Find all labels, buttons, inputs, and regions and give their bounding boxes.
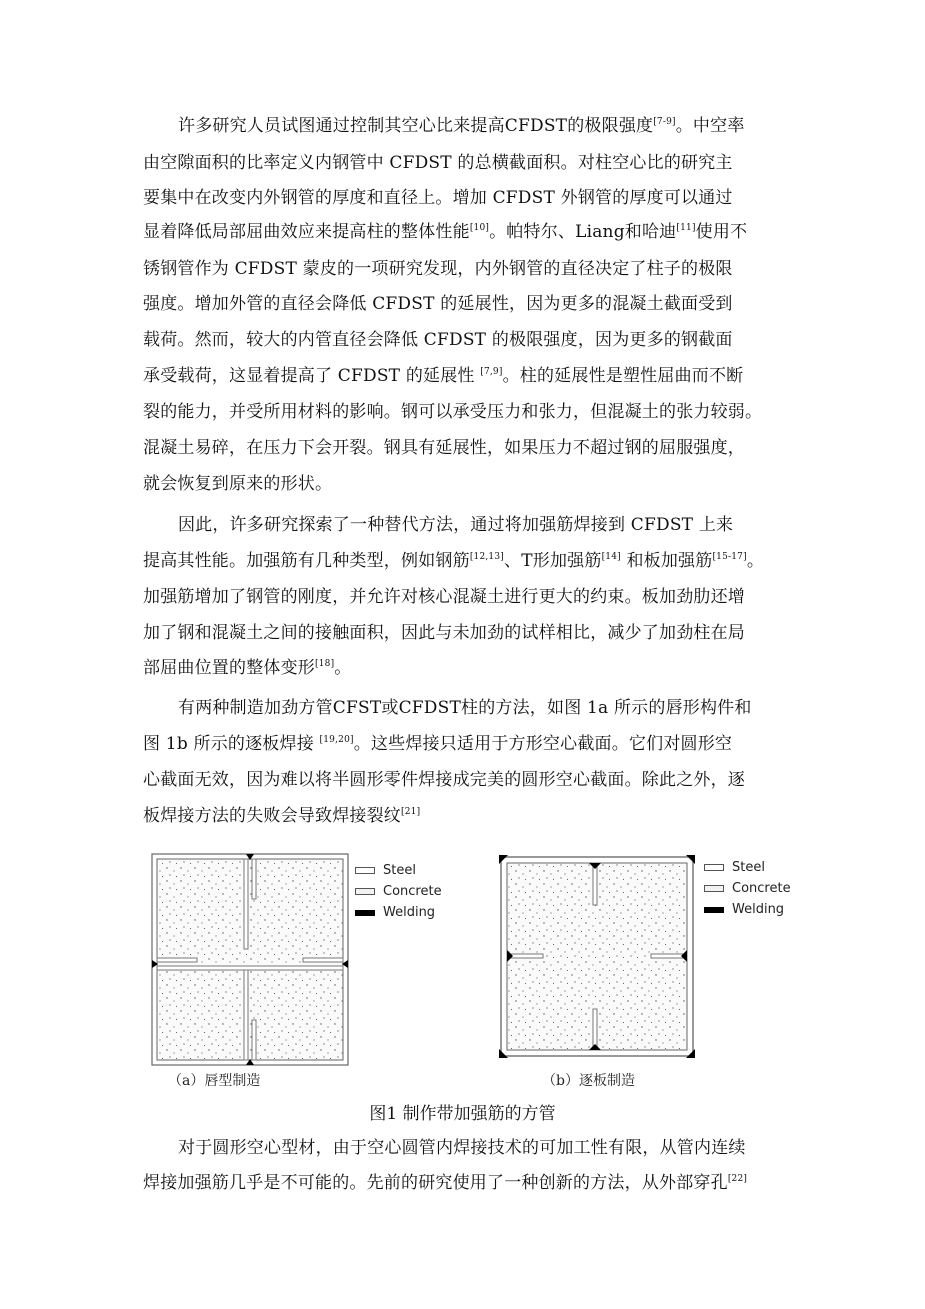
figure-1b-diagram bbox=[499, 855, 695, 1058]
citation[interactable]: [7,9] bbox=[480, 367, 503, 377]
p4-line-1: 对于圆形空心型材，由于空心圆管内焊接技术的可加工性有限，从管内连续 bbox=[178, 1138, 746, 1158]
citation[interactable]: [18] bbox=[315, 659, 335, 669]
citation[interactable]: [12,13] bbox=[469, 552, 505, 562]
p3-line-1: 有两种制造加劲方管CFST或CFDST柱的方法，如图 1a 所示的唇形构件和 bbox=[178, 698, 752, 718]
p2-line-2: 提高其性能。加强筋有几种类型，例如钢筋[12,13]、T形加强筋[14] 和板加强筋[15-17]。 bbox=[143, 551, 765, 571]
steel-swatch-icon bbox=[704, 864, 724, 871]
p1-line-1: 许多研究人员试图通过控制其空心比来提高CFDST的极限强度[7-9]。中空率 bbox=[178, 116, 745, 136]
citation[interactable]: [7-9] bbox=[653, 117, 676, 127]
p2-line-3: 加强筋增加了钢管的刚度，并允许对核心混凝土进行更大的约束。板加劲肋还增 bbox=[143, 587, 745, 607]
concrete-swatch-icon bbox=[704, 885, 724, 892]
figure-1a-caption: （a）唇型制造 bbox=[168, 1073, 261, 1089]
p1-line-3: 要集中在改变内外钢管的厚度和直径上。增加 CFDST 外钢管的厚度可以通过 bbox=[143, 188, 733, 208]
p2-line-1: 因此，许多研究探索了一种替代方法，通过将加强筋焊接到 CFDST 上来 bbox=[178, 515, 734, 535]
p3-line-4: 板焊接方法的失败会导致焊接裂纹[21] bbox=[143, 806, 421, 826]
figure-1b-legend: Steel Concrete Welding bbox=[704, 857, 791, 920]
p1-line-10: 混凝土易碎，在压力下会开裂。钢具有延展性，如果压力不超过钢的屈服强度， bbox=[143, 438, 745, 458]
p2-line-4: 加了钢和混凝土之间的接触面积，因此与未加劲的试样相比，减少了加劲柱在局 bbox=[143, 623, 745, 643]
p4-line-2: 焊接加强筋几乎是不可能的。先前的研究使用了一种创新的方法，从外部穿孔[22] bbox=[143, 1173, 748, 1193]
citation[interactable]: [15-17] bbox=[712, 552, 747, 562]
p1-line-2: 由空隙面积的比率定义内钢管中 CFDST 的总横截面积。对柱空心比的研究主 bbox=[143, 153, 733, 173]
p1-line-8: 承受载荷，这显着提高了 CFDST 的延展性 [7,9]。柱的延展性是塑性屈曲而不断 bbox=[143, 366, 744, 386]
p3-line-2: 图 1b 所示的逐板焊接 [19,20]。这些焊接只适用于方形空心截面。它们对圆形空 bbox=[143, 734, 733, 754]
p2-line-5: 部屈曲位置的整体变形[18]。 bbox=[143, 658, 352, 678]
p1-line-9: 裂的能力，并受所用材料的影响。钢可以承受压力和张力，但混凝土的张力较弱。 bbox=[143, 402, 763, 422]
p1-line-5: 锈钢管作为 CFDST 蒙皮的一项研究发现，内外钢管的直径决定了柱子的极限 bbox=[143, 259, 733, 279]
citation[interactable]: [22] bbox=[727, 1174, 748, 1184]
p1-line-11: 就会恢复到原来的形状。 bbox=[143, 474, 333, 494]
citation[interactable]: [19,20] bbox=[319, 735, 354, 745]
citation[interactable]: [14] bbox=[601, 552, 621, 562]
figure-1b-caption: （b）逐板制造 bbox=[542, 1073, 635, 1089]
citation[interactable]: [10] bbox=[469, 223, 490, 233]
steel-swatch-icon bbox=[355, 867, 375, 874]
p1-line-4: 显着降低局部屈曲效应来提高柱的整体性能[10]。帕特尔、Liang和哈迪[11]使用不 bbox=[143, 222, 748, 242]
welding-swatch-icon bbox=[704, 907, 724, 913]
figure-title: 图1 制作带加强筋的方管 bbox=[369, 1104, 556, 1124]
citation[interactable]: [11] bbox=[676, 223, 696, 233]
figure-1a-diagram bbox=[150, 852, 350, 1067]
figure-1a-legend: Steel Concrete Welding bbox=[355, 860, 442, 923]
p3-line-3: 心截面无效，因为难以将半圆形零件焊接成完美的圆形空心截面。除此之外，逐 bbox=[143, 770, 745, 790]
concrete-swatch-icon bbox=[355, 888, 375, 895]
welding-swatch-icon bbox=[355, 910, 375, 916]
p1-line-6: 强度。增加外管的直径会降低 CFDST 的延展性，因为更多的混凝土截面受到 bbox=[143, 294, 733, 314]
citation[interactable]: [21] bbox=[401, 807, 421, 817]
p1-line-7: 载荷。然而，较大的内管直径会降低 CFDST 的极限强度，因为更多的钢截面 bbox=[143, 330, 733, 350]
